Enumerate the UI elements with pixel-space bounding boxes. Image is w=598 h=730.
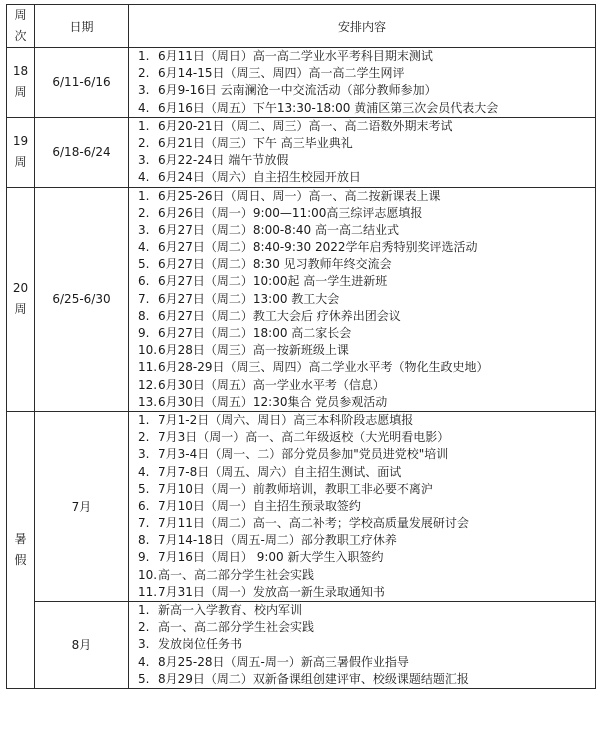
item-text: 新高一入学教育、校内军训	[158, 603, 303, 617]
item-text: 6月20-21日（周二、周三）高一、高二语数外期末考试	[158, 118, 453, 133]
item-text: 6月30日（周五）高一学业水平考（信息）	[158, 377, 385, 392]
item-number: 4.	[138, 170, 150, 185]
header-date: 日期	[35, 5, 129, 48]
week-20-row	[7, 187, 596, 411]
item-text: 6月27日（周二）13:00 教工大会	[158, 291, 340, 306]
schedule-item	[138, 446, 595, 463]
schedule-item	[138, 377, 595, 394]
item-text: 7月16日（周日） 9:00 新大学生入职签约	[158, 550, 384, 565]
item-list	[129, 602, 595, 688]
week-unit: 周	[14, 302, 27, 317]
item-number: 10.	[138, 343, 158, 358]
header-week-char-1: 周	[14, 8, 27, 22]
item-text: 6月27日（周二）8:40-9:30 2022学年启秀特别奖评选活动	[158, 240, 478, 255]
schedule-item	[138, 135, 595, 152]
schedule-item	[138, 549, 595, 566]
item-number: 8.	[138, 533, 150, 548]
schedule-item	[138, 464, 595, 481]
item-text: 6月27日（周二）10:00起 高一学生进新班	[158, 274, 388, 289]
item-text: 6月30日（周五）12:30集合 党员参观活动	[158, 394, 388, 409]
item-text: 7月14-18日（周五-周二）部分教职工疗休养	[158, 533, 397, 548]
item-number: 11.	[138, 360, 158, 375]
week-18-cell	[7, 48, 35, 118]
schedule-item	[138, 602, 595, 619]
header-items: 安排内容	[129, 5, 596, 48]
item-text: 6月22-24日 端午节放假	[158, 153, 289, 168]
item-list	[129, 188, 595, 411]
item-number: 1.	[138, 49, 150, 63]
schedule-item	[138, 342, 595, 359]
item-text: 6月9-16日 云南澜沧一中交流活动（部分教师参加）	[158, 83, 437, 98]
summer-august-row	[7, 602, 596, 689]
schedule-item	[138, 308, 595, 325]
schedule-item	[138, 584, 595, 601]
schedule-table	[6, 4, 596, 689]
july-items	[129, 411, 596, 601]
item-text: 7月31日（周一）发放高一新生录取通知书	[158, 584, 385, 599]
schedule-item	[138, 205, 595, 222]
item-list	[129, 118, 595, 187]
item-number: 12.	[138, 377, 158, 392]
item-text: 6月14-15日（周三、周四）高一高二学生网评	[158, 66, 405, 81]
item-number: 4.	[138, 100, 150, 115]
item-number: 2.	[138, 66, 150, 81]
schedule-item	[138, 273, 595, 290]
schedule-item	[138, 256, 595, 273]
schedule-item	[138, 65, 595, 82]
item-number: 1.	[138, 412, 150, 427]
schedule-item	[138, 152, 595, 169]
item-text: 7月3日（周一）高一、高二年级返校（大光明看电影）	[158, 430, 450, 445]
item-text: 发放岗位任务书	[158, 637, 243, 652]
week-unit: 周	[14, 85, 27, 100]
item-text: 高一、高二部分学生社会实践	[158, 620, 315, 635]
item-text: 6月28日（周三）高一按新班级上课	[158, 343, 349, 358]
item-number: 5.	[138, 671, 150, 686]
item-number: 4.	[138, 240, 150, 255]
item-text: 高一、高二部分学生社会实践	[158, 567, 315, 582]
schedule-item	[138, 567, 595, 584]
item-text: 6月11日（周日）高一高二学业水平考科目期末测试	[158, 49, 433, 63]
week-19-row	[7, 117, 596, 187]
schedule-item	[138, 481, 595, 498]
item-number: 1.	[138, 603, 150, 617]
summer-july-row	[7, 411, 596, 601]
item-number: 3.	[138, 447, 150, 462]
week-number: 20	[12, 281, 29, 296]
schedule-item	[138, 412, 595, 429]
week-18-items	[129, 48, 596, 118]
week-19-cell	[7, 117, 35, 187]
item-number: 2.	[138, 620, 150, 635]
header-week-char-2: 次	[14, 29, 27, 43]
item-number: 9.	[138, 550, 150, 565]
schedule-item	[138, 325, 595, 342]
item-number: 2.	[138, 430, 150, 445]
item-number: 4.	[138, 654, 150, 669]
schedule-item	[138, 359, 595, 376]
schedule-item	[138, 671, 595, 688]
item-text: 7月11日（周二）高一、高二补考；学校高质量发展研讨会	[158, 516, 469, 531]
item-number: 13.	[138, 394, 158, 409]
item-text: 6月21日（周三）下午 高三毕业典礼	[158, 135, 353, 150]
summer-cell	[7, 411, 35, 688]
week-number: 18	[12, 64, 29, 79]
item-list	[129, 48, 595, 117]
item-number: 11.	[138, 584, 158, 599]
item-list	[129, 412, 595, 601]
schedule-item	[138, 188, 595, 205]
week-18-date: 6/11-6/16	[35, 48, 129, 118]
item-number: 5.	[138, 481, 150, 496]
schedule-item	[138, 532, 595, 549]
item-number: 10.	[138, 567, 158, 582]
schedule-item	[138, 291, 595, 308]
item-text: 6月27日（周二）教工大会后 疗休养出团会议	[158, 308, 401, 323]
item-text: 7月10日（周一）自主招生预录取签约	[158, 498, 361, 513]
schedule-item	[138, 619, 595, 636]
item-text: 8月25-28日（周五-周一）新高三暑假作业指导	[158, 654, 409, 669]
item-text: 7月1-2日（周六、周日）高三本科阶段志愿填报	[158, 412, 414, 427]
schedule-item	[138, 654, 595, 671]
schedule-item	[138, 82, 595, 99]
week-20-items	[129, 187, 596, 411]
item-text: 6月27日（周二）8:00-8:40 高一高二结业式	[158, 222, 399, 237]
item-number: 1.	[138, 188, 150, 203]
august-date: 8月	[35, 602, 129, 689]
week-19-items	[129, 117, 596, 187]
schedule-item	[138, 394, 595, 411]
item-number: 9.	[138, 326, 150, 340]
schedule-item	[138, 498, 595, 515]
august-items	[129, 602, 596, 689]
week-18-row	[7, 48, 596, 118]
header-week	[7, 5, 35, 48]
july-date: 7月	[35, 411, 129, 601]
item-number: 7.	[138, 291, 150, 306]
item-text: 8月29日（周二）双新备课组创建评审、校级课题结题汇报	[158, 671, 469, 686]
summer-char-2: 假	[14, 552, 27, 567]
item-text: 6月27日（周二）18:00 高二家长会	[158, 326, 352, 340]
item-text: 7月3-4日（周一、二）部分党员参加"党员进党校"培训	[158, 447, 449, 462]
item-number: 2.	[138, 205, 150, 220]
week-number: 19	[12, 134, 29, 149]
schedule-item	[138, 48, 595, 65]
item-text: 6月16日（周五）下午13:30-18:00 黄浦区第三次会员代表大会	[158, 100, 499, 115]
item-number: 5.	[138, 257, 150, 272]
item-text: 7月10日（周一）前教师培训，教职工非必要不离沪	[158, 481, 433, 496]
header-row	[7, 5, 596, 48]
schedule-item	[138, 515, 595, 532]
week-20-cell	[7, 187, 35, 411]
item-number: 7.	[138, 516, 150, 531]
item-number: 8.	[138, 308, 150, 323]
item-number: 3.	[138, 637, 150, 652]
item-number: 3.	[138, 153, 150, 168]
item-number: 3.	[138, 222, 150, 237]
schedule-item	[138, 239, 595, 256]
item-text: 6月24日（周六）自主招生校园开放日	[158, 170, 361, 185]
schedule-item	[138, 636, 595, 653]
summer-char-1: 暑	[14, 531, 27, 546]
week-unit: 周	[14, 155, 27, 170]
schedule-item	[138, 169, 595, 186]
item-text: 6月28-29日（周三、周四）高二学业水平考（物化生政史地）	[158, 360, 489, 375]
item-number: 4.	[138, 464, 150, 479]
week-20-date: 6/25-6/30	[35, 187, 129, 411]
item-text: 6月25-26日（周日、周一）高一、高二按新课表上课	[158, 188, 441, 203]
item-text: 6月27日（周二）8:30 见习教师年终交流会	[158, 257, 392, 272]
item-text: 6月26日（周一）9:00—11:00高三综评志愿填报	[158, 205, 423, 220]
item-number: 6.	[138, 274, 150, 289]
schedule-item	[138, 118, 595, 135]
week-19-date: 6/18-6/24	[35, 117, 129, 187]
schedule-item	[138, 100, 595, 117]
schedule-item	[138, 222, 595, 239]
item-text: 7月7-8日（周五、周六）自主招生测试、面试	[158, 464, 402, 479]
schedule-item	[138, 429, 595, 446]
item-number: 1.	[138, 118, 150, 133]
item-number: 6.	[138, 498, 150, 513]
item-number: 3.	[138, 83, 150, 98]
item-number: 2.	[138, 135, 150, 150]
